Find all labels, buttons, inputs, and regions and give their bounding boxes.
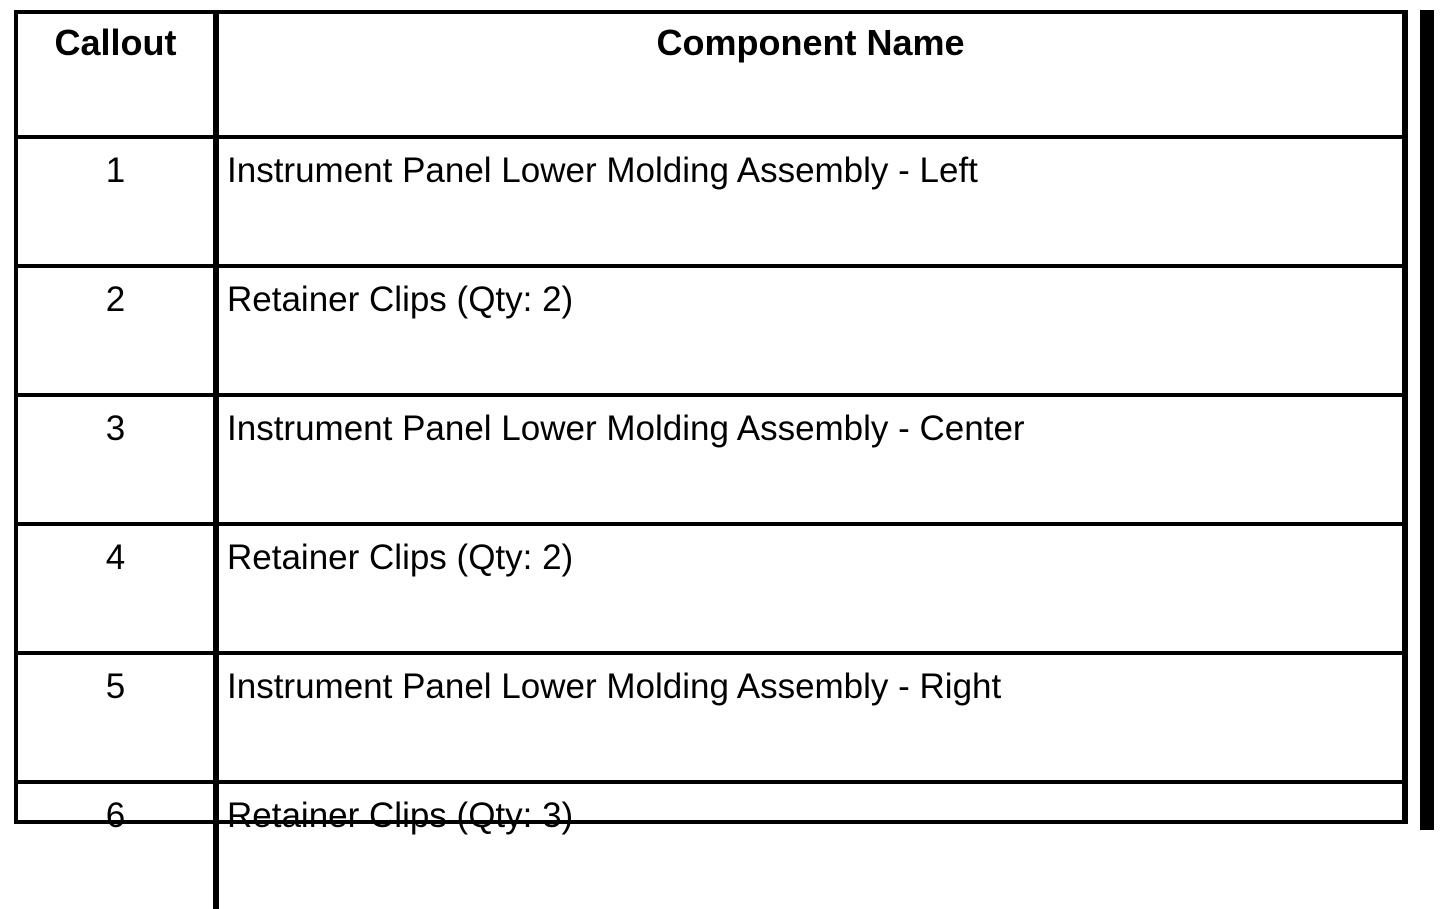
component-name-cell: Instrument Panel Lower Molding Assembly - Left	[216, 137, 1402, 266]
callout-cell: 5	[18, 653, 216, 782]
callout-cell: 3	[18, 395, 216, 524]
table-row	[18, 395, 1402, 524]
table-row	[18, 782, 1402, 909]
callout-cell: 2	[18, 266, 216, 395]
callout-cell: 6	[18, 782, 216, 909]
table-header-row	[18, 14, 1402, 137]
right-edge-bar	[1420, 10, 1434, 830]
component-name-cell: Retainer Clips (Qty: 2)	[216, 266, 1402, 395]
table-row	[18, 266, 1402, 395]
component-name-cell: Retainer Clips (Qty: 3)	[216, 782, 1402, 909]
table-row	[18, 524, 1402, 653]
component-name-cell: Instrument Panel Lower Molding Assembly - Center	[216, 395, 1402, 524]
component-name-cell: Instrument Panel Lower Molding Assembly - Right	[216, 653, 1402, 782]
header-callout: Callout	[18, 14, 216, 137]
component-table	[14, 10, 1408, 835]
component-name-cell: Retainer Clips (Qty: 2)	[216, 524, 1402, 653]
table-row	[18, 137, 1402, 266]
callout-cell: 1	[18, 137, 216, 266]
component-table-grid	[18, 14, 1402, 909]
table-row	[18, 653, 1402, 782]
header-component-name: Component Name	[216, 14, 1402, 137]
callout-cell: 4	[18, 524, 216, 653]
